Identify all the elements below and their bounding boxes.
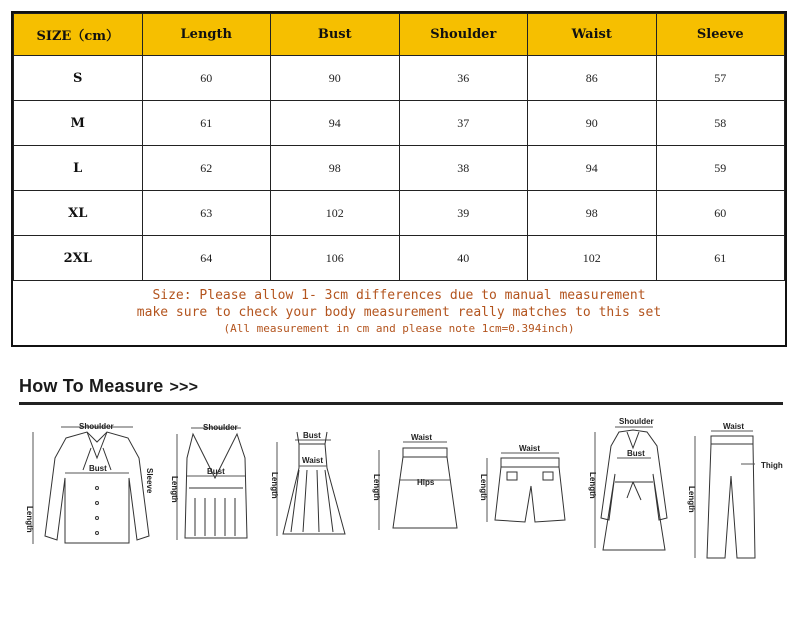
- cell-size: XL: [14, 191, 143, 236]
- label-bust: Bust: [627, 449, 645, 458]
- cell-length: 61: [142, 101, 271, 146]
- cell-size: S: [14, 56, 143, 101]
- label-shoulder: Shoulder: [619, 418, 654, 426]
- cell-shoulder: 37: [399, 101, 528, 146]
- label-length: Length: [25, 506, 34, 533]
- label-waist: Waist: [411, 433, 433, 442]
- shorts-icon: [477, 440, 573, 530]
- cell-sleeve: 60: [656, 191, 785, 236]
- label-hips: Hips: [417, 478, 435, 487]
- label-waist: Waist: [723, 422, 745, 431]
- cell-size: L: [14, 146, 143, 191]
- cell-waist: 86: [528, 56, 657, 101]
- measure-title-text: How To Measure: [19, 376, 164, 396]
- label-length: Length: [170, 476, 179, 503]
- cell-shoulder: 38: [399, 146, 528, 191]
- label-length: Length: [270, 472, 279, 499]
- note-line-2: make sure to check your body measurement really matches to this set: [136, 305, 662, 320]
- blouse-diagram: [21, 418, 171, 553]
- coat-icon: [587, 418, 679, 568]
- tank-top-diagram: [169, 418, 259, 553]
- table-row: [14, 146, 785, 191]
- how-to-measure-title: [19, 376, 198, 397]
- label-length: Length: [687, 486, 696, 513]
- label-length: Length: [372, 474, 381, 501]
- cell-shoulder: 40: [399, 236, 528, 281]
- size-grid: [13, 13, 785, 281]
- label-length: Length: [588, 472, 597, 499]
- size-chart-table: [11, 11, 787, 347]
- label-shoulder: Shoulder: [203, 423, 238, 432]
- cell-shoulder: 36: [399, 56, 528, 101]
- cell-waist: 94: [528, 146, 657, 191]
- header-row: [14, 14, 785, 56]
- dress-icon: [269, 426, 351, 554]
- cell-waist: 90: [528, 101, 657, 146]
- label-waist: Waist: [519, 444, 541, 453]
- header-shoulder: Shoulder: [399, 14, 528, 56]
- skirt-diagram: [371, 430, 467, 536]
- header-size: SIZE（cm）: [14, 14, 143, 56]
- cell-shoulder: 39: [399, 191, 528, 236]
- label-bust: Bust: [303, 431, 321, 440]
- note-line-1: Size: Please allow 1- 3cm differences due to manual measurement: [152, 288, 646, 303]
- cell-sleeve: 61: [656, 236, 785, 281]
- cell-length: 62: [142, 146, 271, 191]
- trousers-diagram: [683, 420, 787, 565]
- header-bust: Bust: [271, 14, 400, 56]
- cell-size: 2XL: [14, 236, 143, 281]
- cell-size: M: [14, 101, 143, 146]
- cell-bust: 106: [271, 236, 400, 281]
- skirt-icon: [371, 430, 467, 536]
- cell-bust: 90: [271, 56, 400, 101]
- cell-bust: 102: [271, 191, 400, 236]
- cell-sleeve: 57: [656, 56, 785, 101]
- label-length: Length: [479, 474, 488, 501]
- table-row: [14, 236, 785, 281]
- header-sleeve: Sleeve: [656, 14, 785, 56]
- cell-length: 64: [142, 236, 271, 281]
- note-line-3: (All measurement in cm and please note 1cm=0.394inch): [223, 322, 575, 335]
- how-to-measure-section: [11, 368, 787, 600]
- coat-diagram: [587, 418, 679, 568]
- shorts-diagram: [477, 440, 573, 530]
- cell-waist: 98: [528, 191, 657, 236]
- blouse-icon: [21, 418, 171, 553]
- table-row: [14, 56, 785, 101]
- cell-length: 63: [142, 191, 271, 236]
- cell-sleeve: 58: [656, 101, 785, 146]
- label-bust: Bust: [207, 467, 225, 476]
- measurement-note: [13, 277, 785, 347]
- cell-bust: 94: [271, 101, 400, 146]
- dress-diagram: [269, 426, 351, 554]
- header-waist: Waist: [528, 14, 657, 56]
- label-bust: Bust: [89, 464, 107, 473]
- label-sleeve: Sleeve: [145, 468, 154, 494]
- cell-bust: 98: [271, 146, 400, 191]
- label-thigh: Thigh: [761, 461, 783, 470]
- trousers-icon: [683, 420, 787, 565]
- label-shoulder: Shoulder: [79, 422, 114, 431]
- label-waist: Waist: [302, 456, 324, 465]
- table-row: [14, 191, 785, 236]
- cell-length: 60: [142, 56, 271, 101]
- tank-top-icon: [169, 418, 259, 553]
- cell-sleeve: 59: [656, 146, 785, 191]
- section-divider: [19, 402, 783, 405]
- header-length: Length: [142, 14, 271, 56]
- chevrons-icon: >>>: [169, 379, 199, 396]
- cell-waist: 102: [528, 236, 657, 281]
- table-row: [14, 101, 785, 146]
